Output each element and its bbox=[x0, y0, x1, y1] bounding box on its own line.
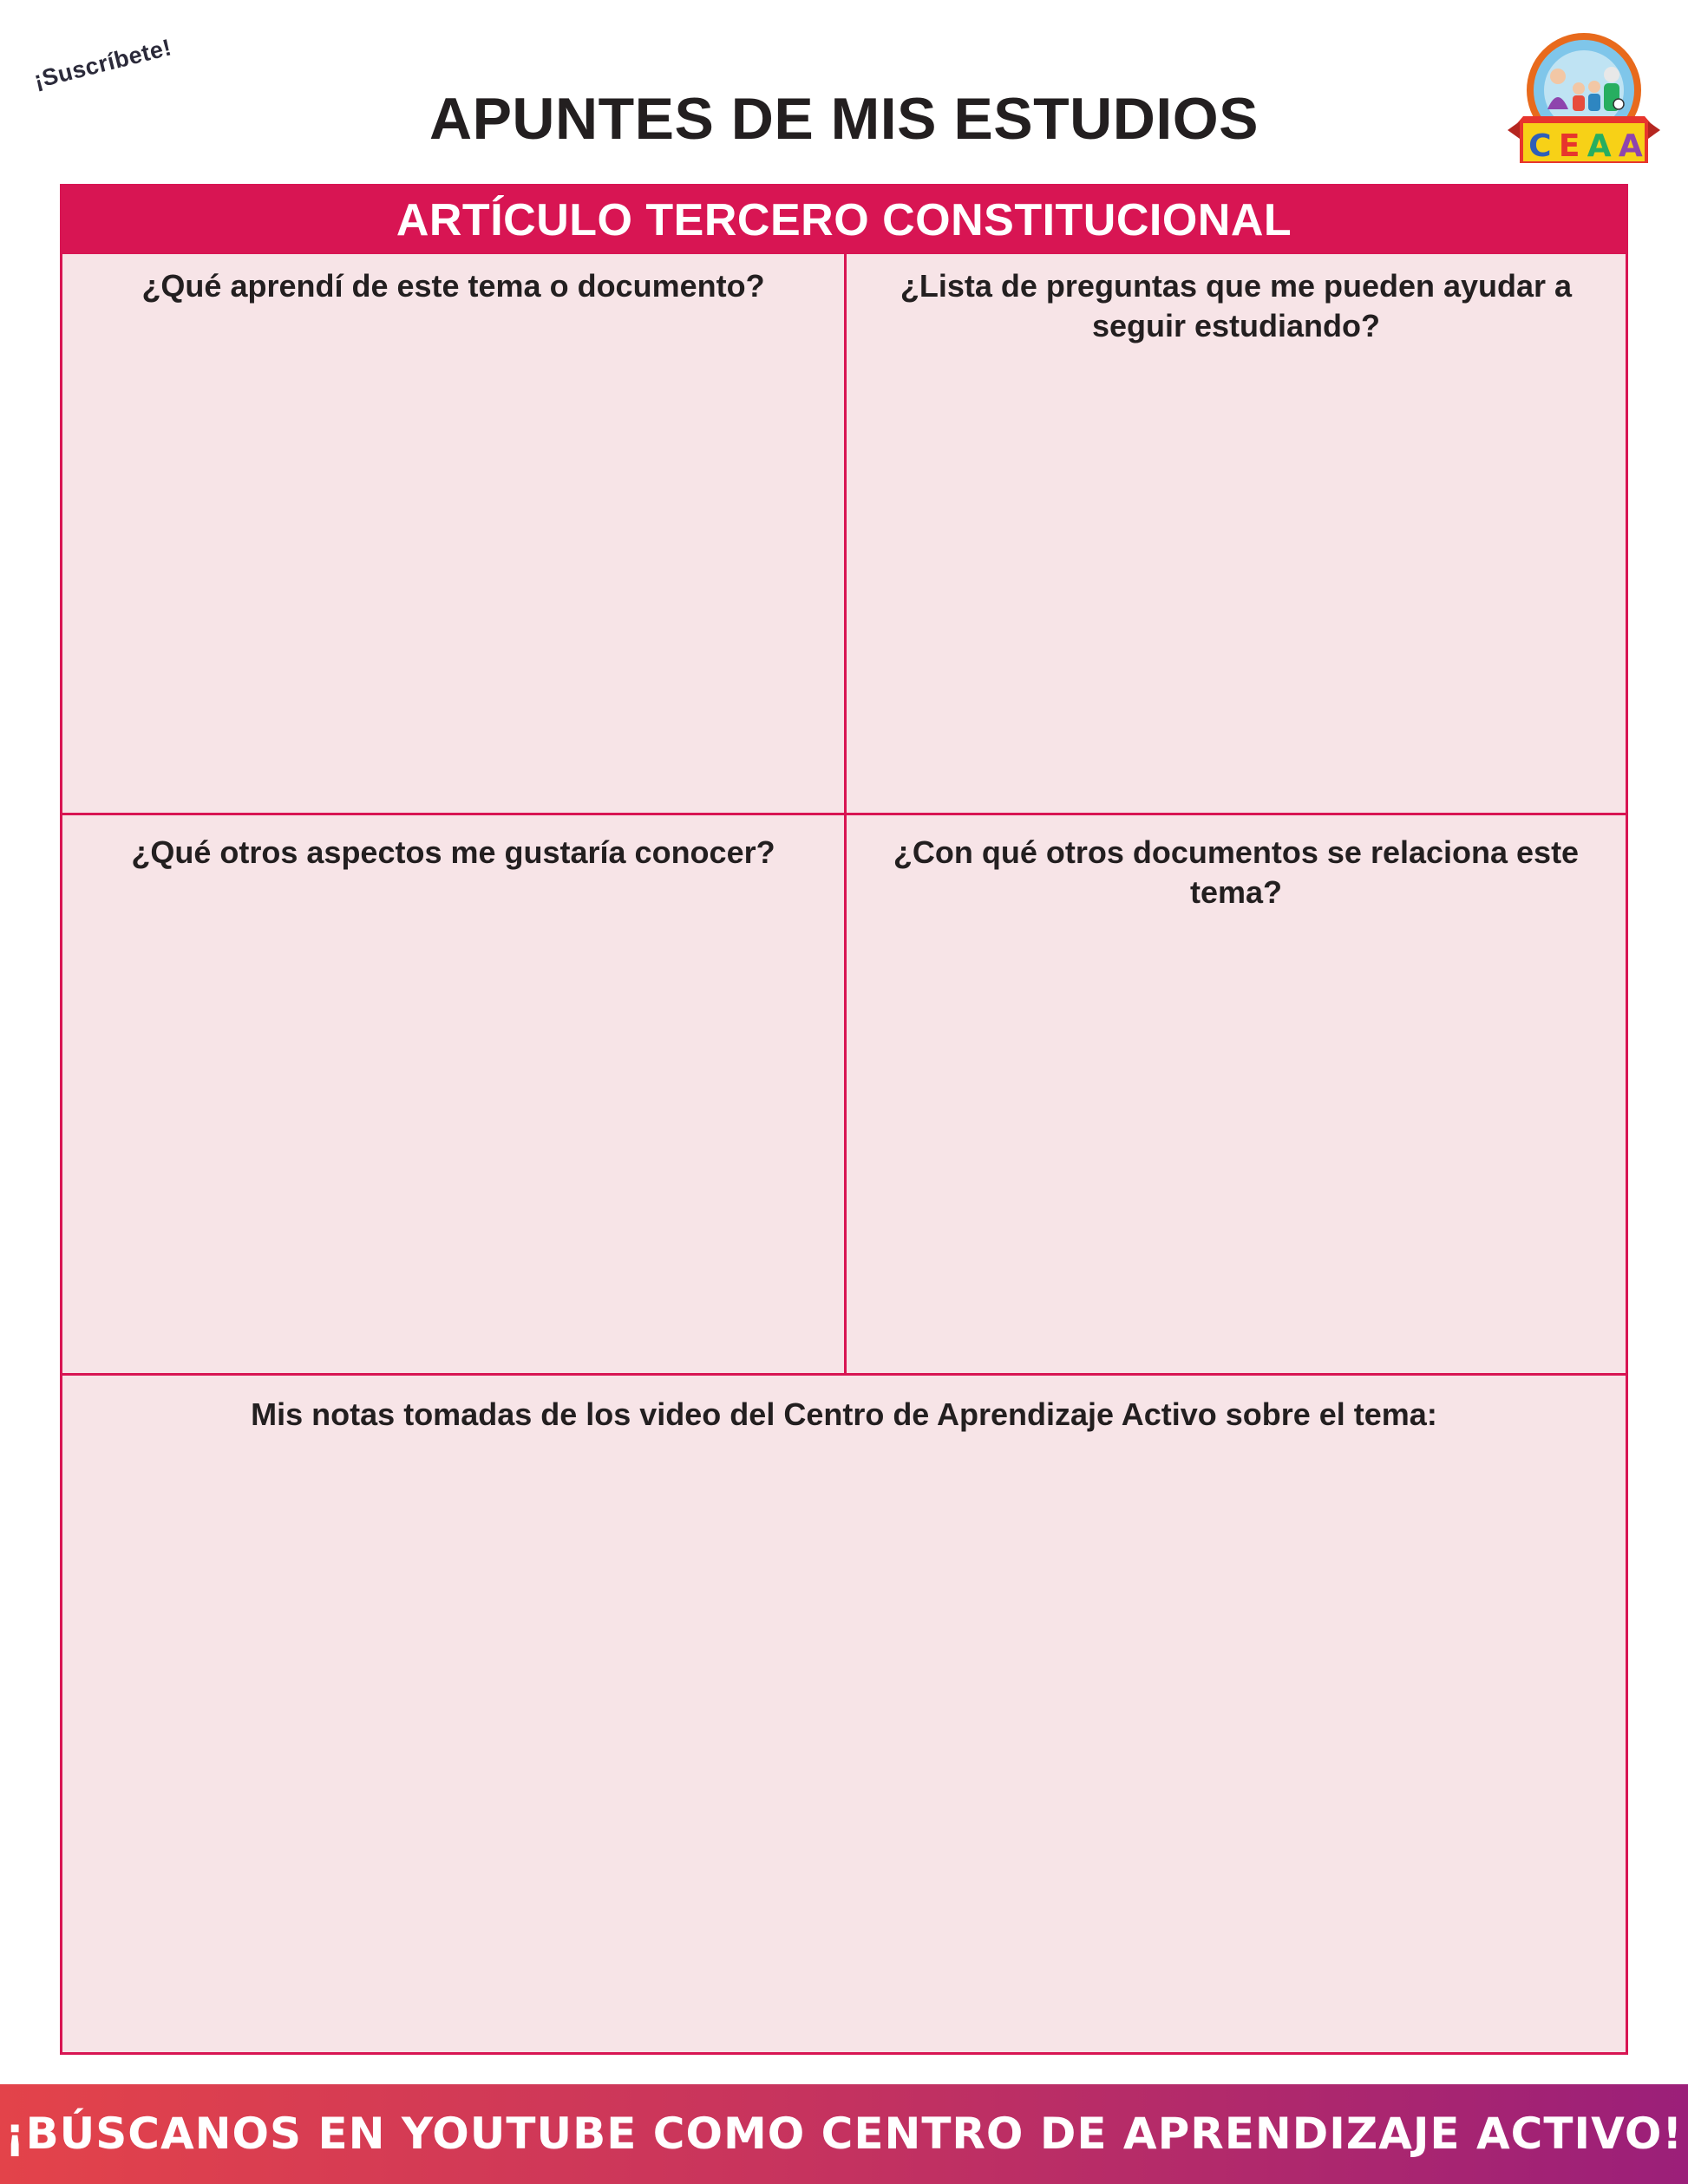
notes-cell-other-aspects[interactable] bbox=[62, 815, 847, 1376]
cell-question: ¿Qué aprendí de este tema o documento? bbox=[141, 268, 765, 304]
notes-cell-questions[interactable] bbox=[847, 254, 1626, 815]
notes-cell-learned[interactable] bbox=[62, 254, 847, 815]
notes-sheet bbox=[60, 184, 1628, 2055]
sheet-title: ARTÍCULO TERCERO CONSTITUCIONAL bbox=[62, 186, 1626, 254]
footer-banner[interactable]: ¡BÚSCANOS EN YOUTUBE COMO CENTRO DE APRENDIZAJE ACTIVO! bbox=[0, 2084, 1688, 2184]
notes-cell-video-notes[interactable] bbox=[62, 1376, 1626, 2052]
cell-question: ¿Lista de preguntas que me pueden ayudar a seguir estudiando? bbox=[900, 268, 1573, 343]
logo-letter-a2: A bbox=[1618, 128, 1643, 164]
page-title: APUNTES DE MIS ESTUDIOS bbox=[429, 86, 1259, 152]
logo-letter-a1: A bbox=[1587, 128, 1612, 164]
subscribe-label[interactable]: ¡Suscríbete! bbox=[31, 34, 174, 94]
notes-cell-related-documents[interactable] bbox=[847, 815, 1626, 1376]
cell-question: ¿Qué otros aspectos me gustaría conocer? bbox=[131, 834, 775, 870]
logo-letter-e: E bbox=[1558, 128, 1580, 164]
cell-question: Mis notas tomadas de los video del Centro de Aprendizaje Activo sobre el tema: bbox=[251, 1396, 1437, 1432]
logo-letters bbox=[1525, 127, 1646, 165]
logo-letter-c: C bbox=[1528, 128, 1552, 164]
cell-question: ¿Con qué otros documentos se relaciona este tema? bbox=[893, 834, 1580, 910]
